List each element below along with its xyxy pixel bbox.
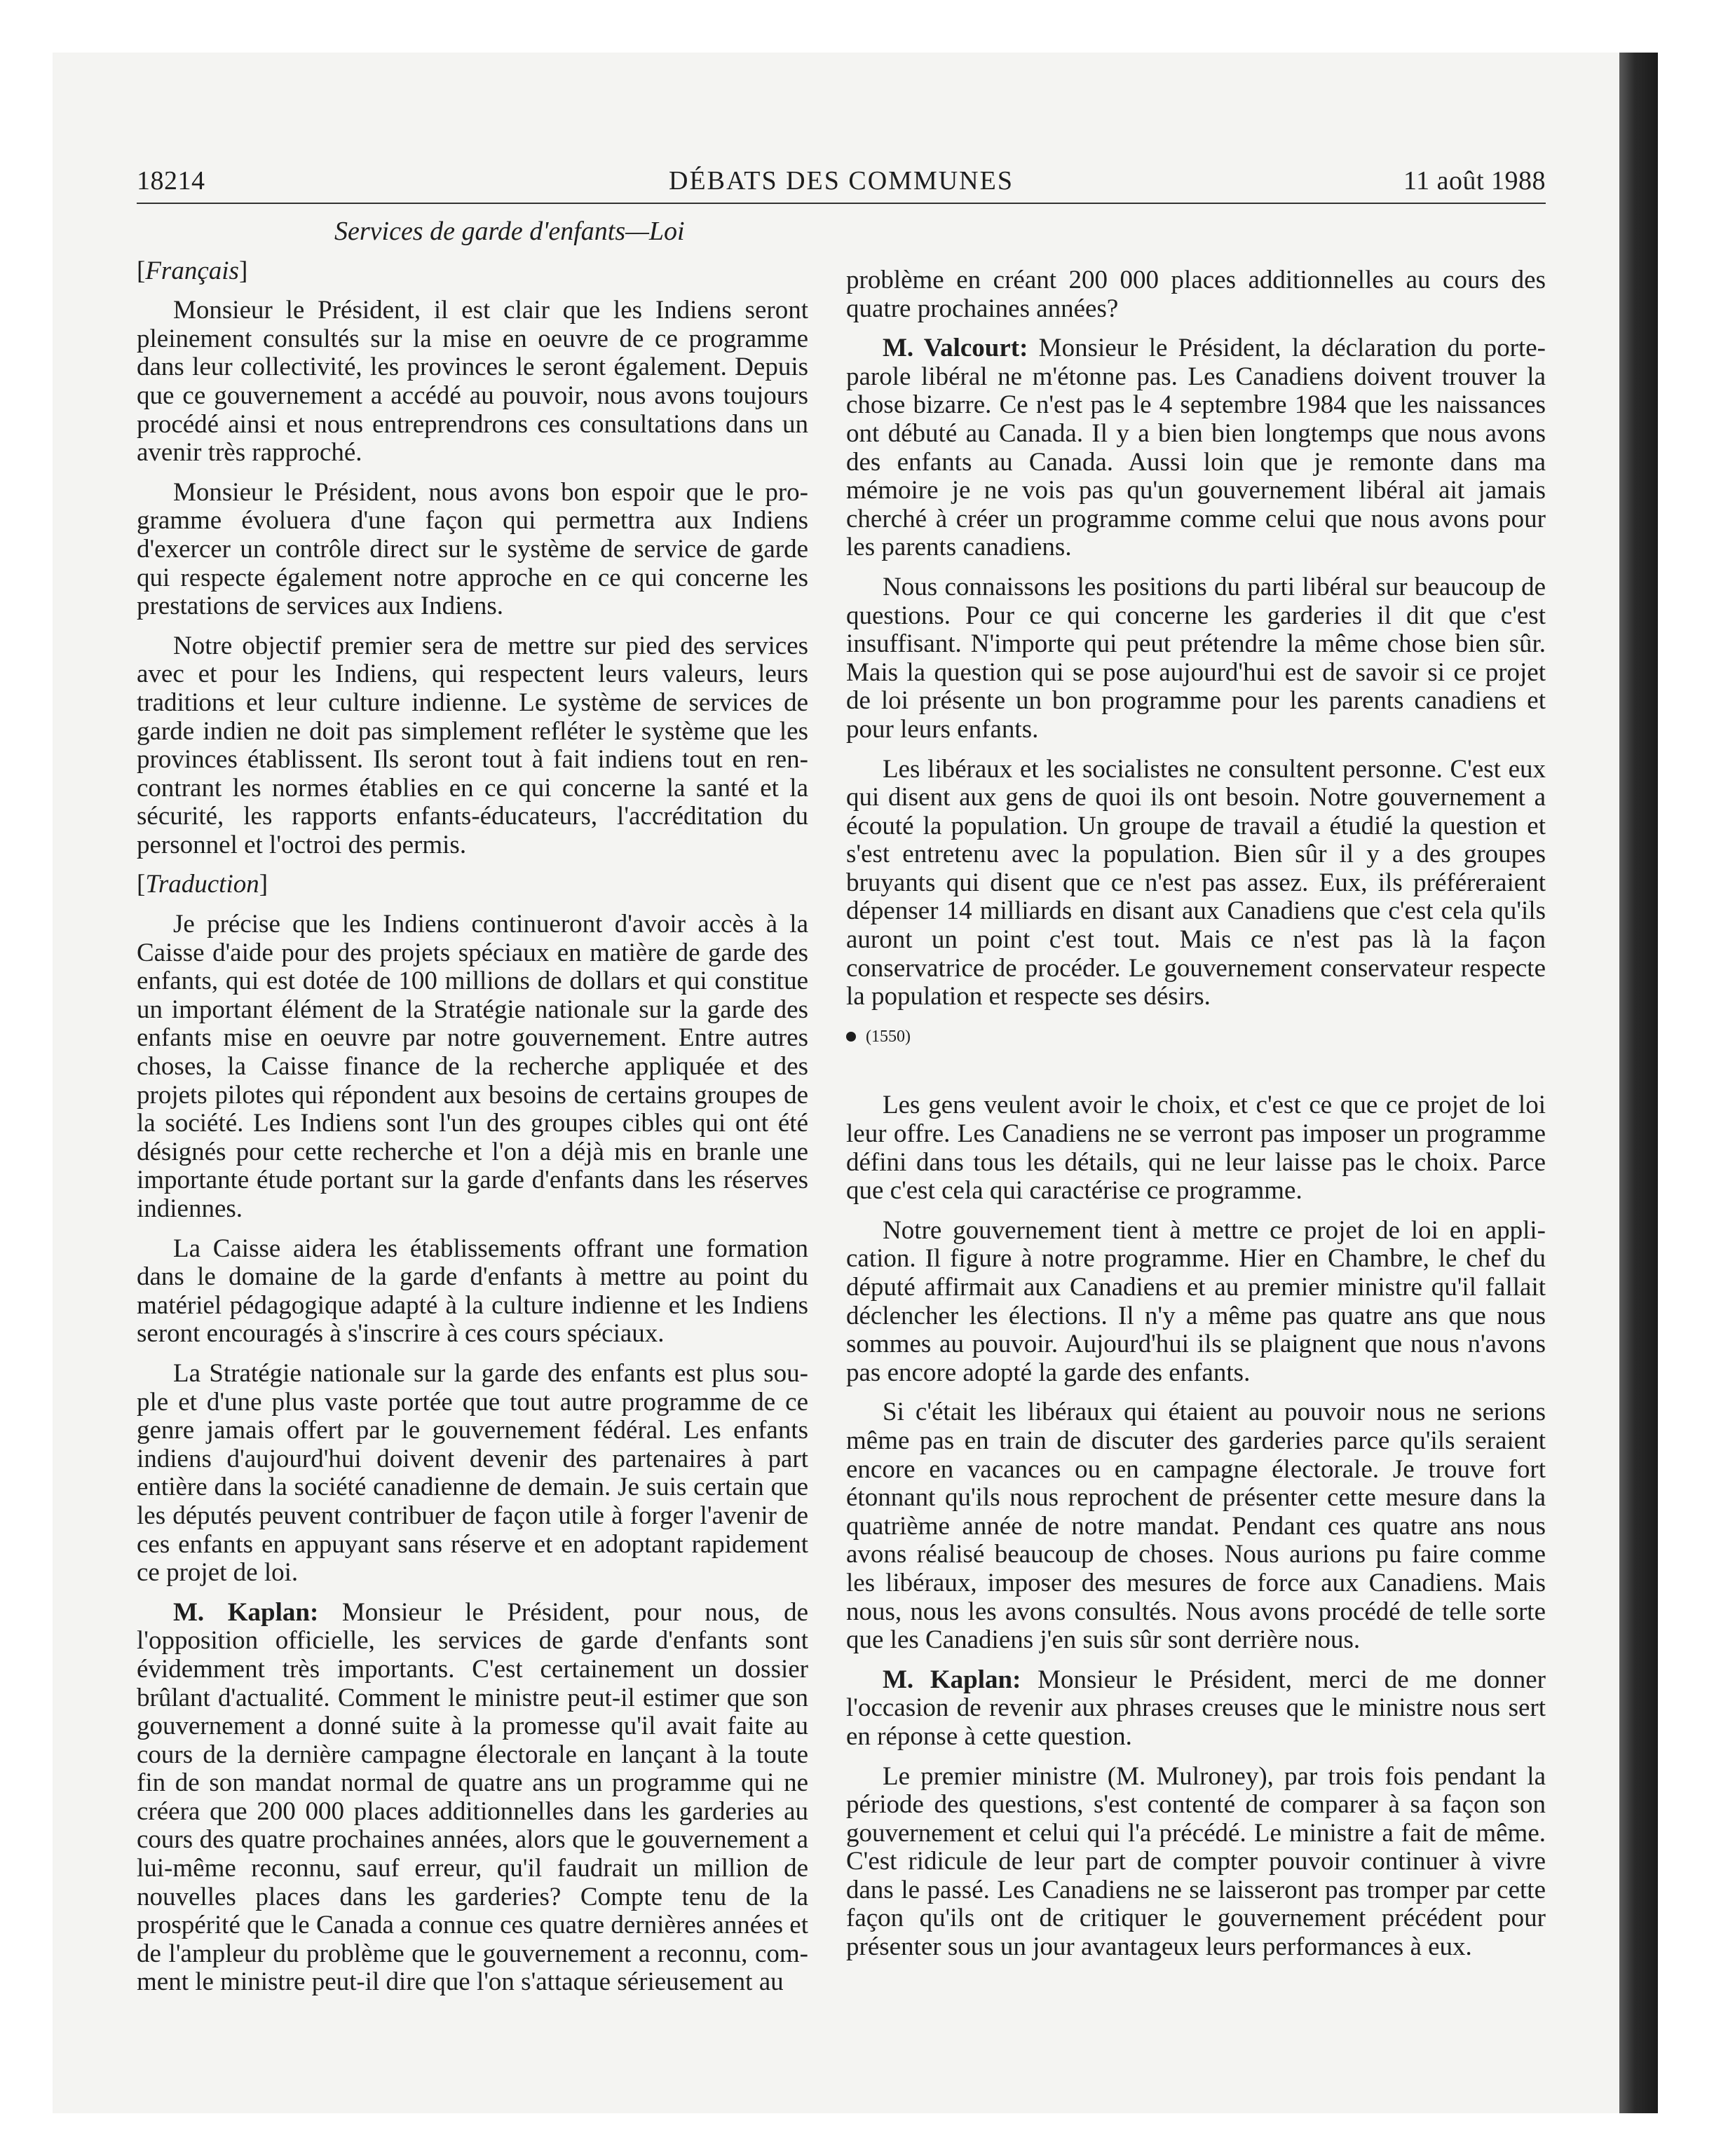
- paragraph: Notre gouvernement tient à mettre ce projet de loi en application. Il figure à notre programme. Hier en Chambre, le chef du député affirmait aux Canadiens et au premier ministre qu'il fallait déclencher les élections. Il n'y a même pas quatre ans que nous sommes au pouvoir. Aujourd'hui ils se plaignent que nous n'avons pas encore adopté la garde des enfants.: [846, 1215, 1546, 1387]
- paragraph: Je précise que les Indiens continueront d'avoir accès à la Caisse d'aide pour des projets spéciaux en matière de garde des enfants, qui est dotée de 100 millions de dollars et qui constitue un important élément de la Stratégie nationale sur la garde des enfants mise en oeuvre par notre gouvernement. Entre autres choses, la Caisse finance de la recherche appliquée et des projets pilotes qui répondent aux besoins de certains groupes de la société. Les Indiens sont l'un des groupes cibles qui ont été désignés pour cette recherche et l'on a déjà mis en branle une importante étude portant sur la garde d'enfants dans les réserves indiennes.: [137, 910, 808, 1223]
- page-date: 11 août 1988: [1403, 166, 1546, 196]
- paragraph: Les libéraux et les socialistes ne consultent personne. C'est eux qui disent aux gens de quoi ils ont besoin. Notre gouvernement a écouté la population. Un groupe de travail a étudié la question et s'est entretenu avec la population. Bien sûr il y a des groupes bruyants qui disent que ce n'est pas assez. Eux, ils préféreraient dépenser 14 milliards en disant aux Canadiens que c'est cela qu'ils auront un point c'est tout. Mais ce n'est pas là la façon conservatrice de procéder. Le gouvernement conservateur respecte la population et respecte ses désirs.: [846, 754, 1546, 1011]
- paragraph: La Stratégie nationale sur la garde des enfants est plus souple et d'une plus vaste portée que tout autre programme de ce genre jamais offert par le gouvernement fédéral. Les enfants indiens d'aujourd'hui doivent devenir des partenaires à part entière dans la société canadienne de demain. Je suis certain que les députés peuvent contribuer de façon utile à forger l'avenir de ces enfants en appuyant sans réserve et en adoptant rapidement ce projet de loi.: [137, 1358, 808, 1588]
- paragraph-continuation: problème en créant 200 000 places additionnelles au cours des quatre prochaines années?: [846, 266, 1546, 323]
- language-tag-francais: [Français]: [137, 256, 248, 285]
- speaker-name: M. Kaplan:: [173, 1597, 319, 1627]
- speech-paragraph: [846, 1666, 1546, 1752]
- time-marker: [846, 1023, 1546, 1051]
- speaker-name: M. Valcourt:: [883, 334, 1028, 363]
- time-marker-text: (1550): [866, 1027, 911, 1046]
- publication-title: DÉBATS DES COMMUNES: [669, 166, 1014, 196]
- paragraph: La Caisse aidera les établissements offrant une formation dans le domaine de la garde d'enfants à mettre au point du matériel pédagogique adapté à la culture indienne et les Indiens seront encouragés à s'inscrire à ces cours spéciaux.: [137, 1234, 808, 1349]
- language-tag-text: Français: [145, 256, 239, 285]
- right-column: [846, 266, 1546, 1973]
- page-header: [137, 165, 1546, 202]
- header-rule: [137, 203, 1546, 204]
- speech-text: Monsieur le Président, la déclaration du porte-parole libéral ne m'étonne pas. Les Canadiens doivent trouver la chose bizarre. Ce n'est pas le 4 septembre 1984 que les naissances ont débuté au Canada. Il y a bien bien longtemps que nous avons des enfants au Canada. Aussi loin que je remonte dans ma mémoire je ne vois pas qu'un gouvernement libéral ait jamais cherché à créer un programme comme celui que nous avons pour les parents canadiens.: [846, 334, 1546, 562]
- page-number: 18214: [137, 166, 205, 196]
- paragraph: Les gens veulent avoir le choix, et c'est ce que ce projet de loi leur offre. Les Canadiens ne se verront pas imposer un programme défini dans tous les détails, qui ne leur laisse pas le choix. Parce que c'est cela qui caractérise ce programme.: [846, 1091, 1546, 1206]
- speech-text: Monsieur le Président, merci de me donner l'occasion de revenir aux phrases creuses que le ministre nous sert en réponse à cette question.: [846, 1665, 1546, 1751]
- paragraph: Monsieur le Président, il est clair que les Indiens seront pleinement consultés sur la mise en oeuvre de ce programme dans leur collectivité, les provinces le seront également. Depuis que ce gouvernement a accédé au pouvoir, nous avons toujours procédé ainsi et nous entreprendrons ces consultations dans un avenir très rapproché.: [137, 296, 808, 468]
- speech-paragraph: [137, 1599, 808, 1997]
- paragraph: Notre objectif premier sera de mettre sur pied des services avec et pour les Indiens, qui respectent leurs valeurs, leurs traditions et leur culture indienne. Le système de services de garde indien ne doit pas simplement refléter le système que les provinces établissent. Ils seront tout à fait indiens tout en rencontrant les normes établies en ce qui concerne la santé et la sécurité, les rapports enfants-éducateurs, l'accréditation du personnel et l'octroi des permis.: [137, 631, 808, 859]
- paragraph: Le premier ministre (M. Mulroney), par trois fois pendant la période des questions, s'est contenté de comparer à sa façon son gouvernement et celui qui l'a précédé. Le ministre a fait de même. C'est ridicule de leur part de compter pouvoir continuer à vivre dans le passé. Les Canadiens ne se laisseront pas tromper par cette façon qu'ils ont de critiquer le gouvernement précédent pour présenter sous un jour avantageux leurs performances à eux.: [846, 1761, 1546, 1962]
- language-tag-traduction: [Traduction]: [137, 870, 268, 899]
- section-title: Services de garde d'enfants—Loi: [334, 217, 685, 246]
- left-column: [137, 217, 808, 2008]
- paragraph: Nous connaissons les positions du parti libéral sur beaucoup de questions. Pour ce qui concerne les garderies il dit que c'est insuffisant. N'importe qui peut prétendre la même chose bien sûr. Mais la question qui se pose aujourd'hui est de savoir si ce projet de loi présente un bon programme pour les parents canadiens et pour leurs enfants.: [846, 572, 1546, 744]
- speech-paragraph: [846, 334, 1546, 562]
- scan-edge-shadow: [1619, 53, 1658, 2113]
- paragraph: Si c'était les libéraux qui étaient au pouvoir nous ne serions même pas en train de discuter des garderies parce qu'ils seraient encore en vacances ou en campagne électorale. Je trouve fort étonnant qu'ils nous reprochent de présenter cette mesure dans la quatrième année de notre mandat. Pendant ces quatre ans nous avons réalisé beaucoup de choses. Nous aurions pu faire comme les libéraux, imposer des mesures de force aux Canadiens. Mais nous, nous les avons consultés. Nous avons procédé de telle sorte que les Canadiens j'en suis sûr sont derrière nous.: [846, 1398, 1546, 1655]
- bullet-icon: [846, 1032, 856, 1042]
- language-tag-text: Traduction: [145, 870, 259, 899]
- speech-text: Monsieur le Président, pour nous, de l'opposition officielle, les services de garde d'enfants sont évidemment très importants. C'est certainement un dossier brûlant d'actualité. Comment le ministre peut-il estimer que son gouvernement a donné suite à la promesse qu'il avait faite au cours de la dernière campagne électorale en lançant à la toute fin de son mandat normal de quatre ans un programme qui ne créera que 200 000 places additionnelles dans les garderies au cours des quatre prochaines années, alors que le gouvernement a lui-même reconnu, sauf erreur, qu'il faudrait un million de nouvelles places dans les garderies? Compte tenu de la prospérité que le Canada a connue ces quatre dernières années et de l'ampleur du problème que le gouvernement a reconnu, comment le ministre peut-il dire que l'on s'attaque sérieusement au: [137, 1597, 808, 1997]
- paragraph: Monsieur le Président, nous avons bon espoir que le programme évoluera d'une façon qui permettra aux Indiens d'exercer un contrôle direct sur le système de service de garde qui respecte également notre approche en ce qui concerne les prestations de services aux Indiens.: [137, 477, 808, 621]
- speaker-name: M. Kaplan:: [883, 1665, 1021, 1694]
